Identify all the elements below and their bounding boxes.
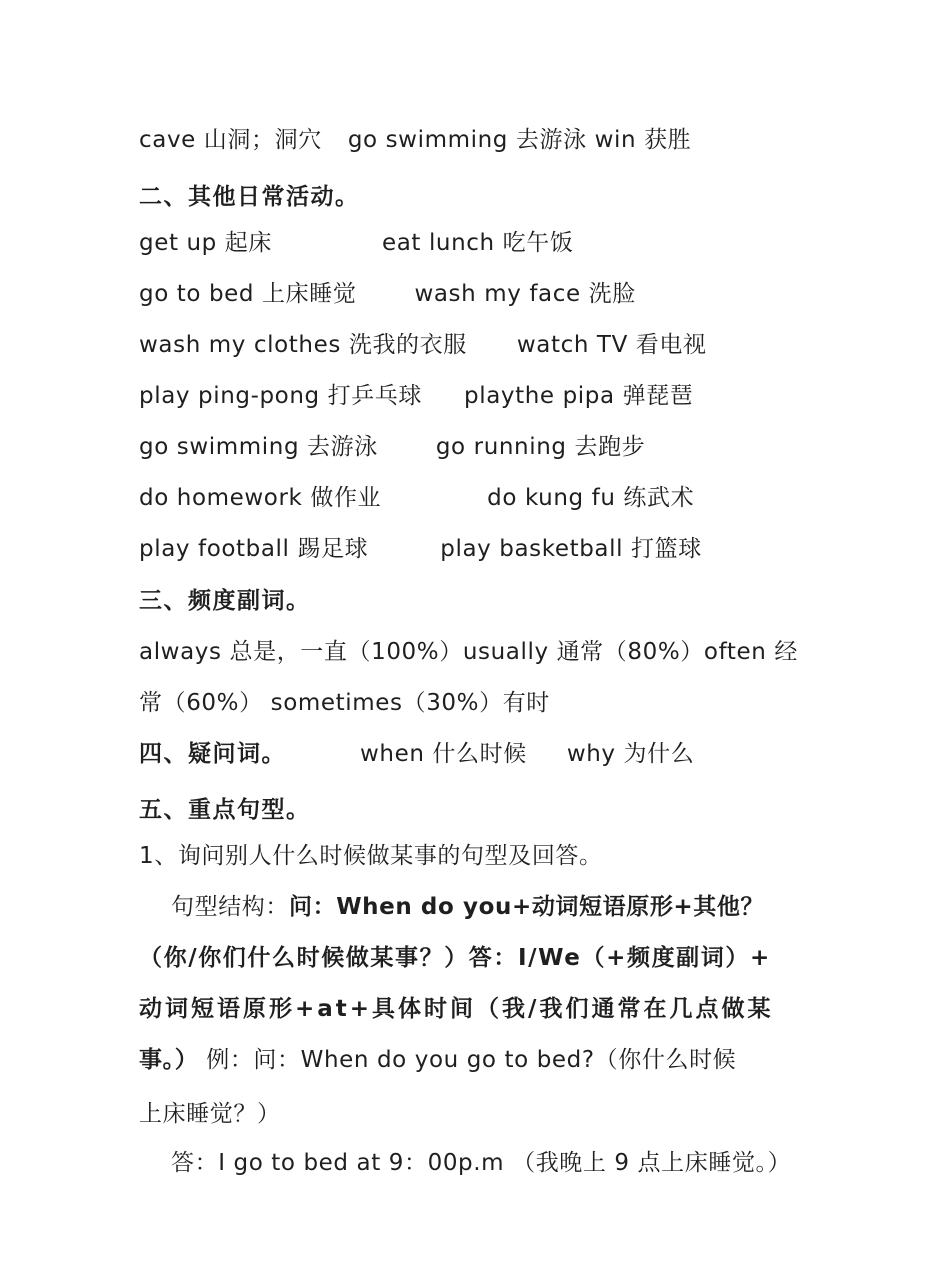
vocab-go-to-bed: go to bed 上床睡觉 [139, 281, 357, 307]
vocab-play-football: play football 踢足球 [139, 536, 369, 562]
pattern-line-4-end: 事。） [139, 1047, 199, 1073]
vocab-line-3 [139, 330, 707, 360]
vocab-play-basketball: play basketball 打篮球 [440, 536, 702, 562]
vocab-cave: cave 山洞；洞穴 [139, 127, 322, 153]
example-line [139, 1045, 736, 1075]
vocab-play-the-pipa: playthe pipa 弹琵琶 [464, 383, 694, 409]
question-word-why: why 为什么 [566, 741, 695, 767]
example-line-2: 上床睡觉？） [139, 1101, 281, 1127]
vocab-go-swimming-win: go swimming 去游泳 win 获胜 [347, 127, 692, 153]
vocab-get-up: get up 起床 [139, 230, 272, 256]
vocab-do-homework: do homework 做作业 [139, 485, 382, 511]
vocab-line-7 [139, 534, 702, 564]
vocab-line-cave [139, 125, 691, 155]
frequency-adverbs-line-1: always 总是，一直（100%）usually 通常（80%）often 经 [139, 639, 798, 665]
pattern-line-2: （你/你们什么时候做某事？）答：I/We（+频度副词）+ [139, 945, 771, 971]
frequency-adverbs-line-2: 常（60%） sometimes（30%）有时 [139, 690, 550, 716]
vocab-go-swimming: go swimming 去游泳 [139, 434, 378, 460]
vocab-line-6 [139, 483, 694, 513]
example-question: 例：问：When do you go to bed?（你什么时候 [198, 1047, 737, 1073]
pattern-title: 1、询问别人什么时候做某事的句型及回答。 [139, 843, 603, 869]
vocab-go-running: go running 去跑步 [435, 434, 646, 460]
example-answer: 答：I go to bed at 9：00p.m （我晚上 9 点上床睡觉。） [171, 1150, 792, 1176]
pattern-line-3: 动词短语原形+at+具体时间（我/我们通常在几点做某 [139, 996, 774, 1022]
vocab-wash-my-face: wash my face 洗脸 [414, 281, 636, 307]
vocab-play-ping-pong: play ping-pong 打乒乓球 [139, 383, 423, 409]
vocab-line-4 [139, 381, 693, 411]
vocab-watch-tv: watch TV 看电视 [516, 332, 707, 358]
pattern-structure-label: 句型结构： [171, 894, 289, 920]
vocab-eat-lunch: eat lunch 吃午饭 [381, 230, 574, 256]
section-heading-4: 四、疑问词。 [139, 741, 286, 767]
question-word-when: when 什么时候 [360, 741, 527, 767]
vocab-line-5 [139, 432, 645, 462]
section-heading-5: 五、重点句型。 [139, 797, 311, 823]
vocab-line-1 [139, 228, 573, 258]
pattern-structure-line [171, 892, 764, 922]
vocab-do-kung-fu: do kung fu 练武术 [487, 485, 695, 511]
vocab-wash-my-clothes: wash my clothes 洗我的衣服 [139, 332, 467, 358]
section-heading-3: 三、频度副词。 [139, 588, 311, 614]
section-heading-2: 二、其他日常活动。 [139, 184, 360, 210]
pattern-question: 问：When do you+动词短语原形+其他？ [289, 894, 765, 920]
question-words-line [139, 739, 694, 769]
vocab-line-2 [139, 279, 636, 309]
